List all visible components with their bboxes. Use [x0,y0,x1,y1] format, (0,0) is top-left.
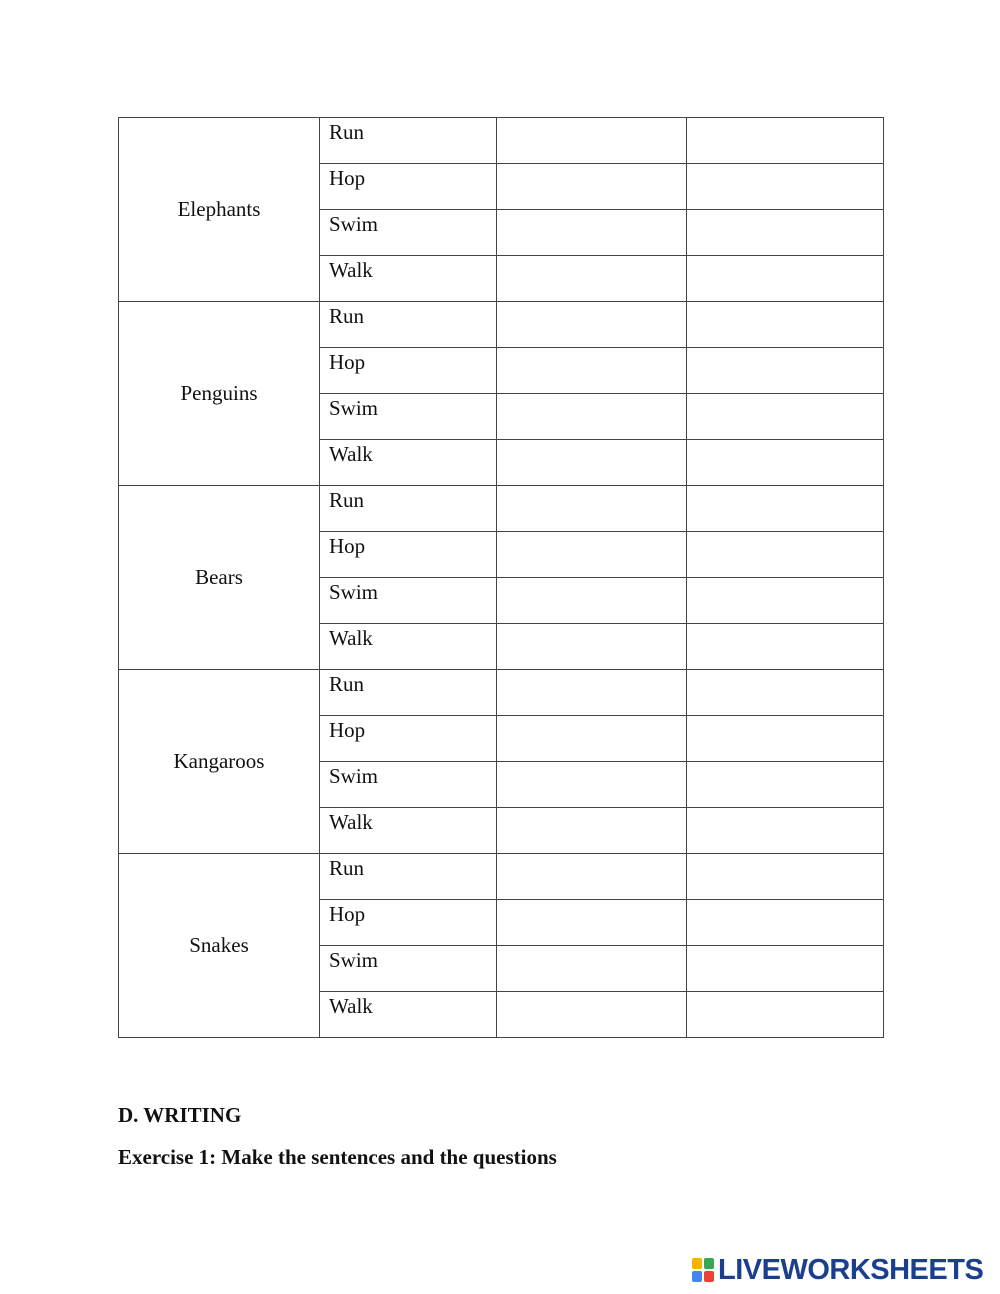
answer-cell[interactable] [497,762,687,808]
table-body [119,118,884,1038]
logo-square-3 [692,1271,702,1282]
action-cell: Run [320,670,497,716]
animal-cell: Snakes [119,854,320,1038]
action-cell: Run [320,118,497,164]
answer-cell[interactable] [497,992,687,1038]
answer-cell[interactable] [497,946,687,992]
answer-cell[interactable] [497,394,687,440]
answer-cell[interactable] [497,624,687,670]
answer-cell[interactable] [497,808,687,854]
action-cell: Walk [320,992,497,1038]
table-row [119,118,884,164]
action-cell: Swim [320,578,497,624]
section-heading: D. WRITING [118,1103,242,1127]
answer-cell[interactable] [687,624,884,670]
action-cell: Hop [320,532,497,578]
animal-cell: Penguins [119,302,320,486]
answer-cell[interactable] [497,900,687,946]
action-cell: Swim [320,946,497,992]
logo-square-1 [692,1258,702,1269]
exercise-heading: Exercise 1: Make the sentences and the questions [118,1145,557,1169]
answer-cell[interactable] [687,716,884,762]
action-cell: Walk [320,256,497,302]
answer-cell[interactable] [497,256,687,302]
answer-cell[interactable] [497,210,687,256]
action-cell: Run [320,302,497,348]
answer-cell[interactable] [497,164,687,210]
action-cell: Hop [320,348,497,394]
action-cell: Walk [320,440,497,486]
answer-cell[interactable] [687,164,884,210]
brand-logo[interactable] [692,1255,983,1285]
action-cell: Hop [320,716,497,762]
answer-cell[interactable] [497,670,687,716]
table-row [119,670,884,716]
animal-actions-table [118,117,884,1038]
answer-cell[interactable] [687,394,884,440]
answer-cell[interactable] [497,302,687,348]
answer-cell[interactable] [687,578,884,624]
action-cell: Run [320,486,497,532]
answer-cell[interactable] [687,486,884,532]
answer-cell[interactable] [687,670,884,716]
brand-name: LIVEWORKSHEETS [718,1254,984,1286]
answer-cell[interactable] [687,900,884,946]
answer-cell[interactable] [687,854,884,900]
action-cell: Run [320,854,497,900]
answer-cell[interactable] [497,854,687,900]
table-row [119,302,884,348]
answer-cell[interactable] [687,210,884,256]
action-cell: Hop [320,164,497,210]
animal-cell: Elephants [119,118,320,302]
answer-cell[interactable] [687,992,884,1038]
answer-cell[interactable] [497,532,687,578]
answer-cell[interactable] [497,486,687,532]
action-cell: Walk [320,808,497,854]
answer-cell[interactable] [687,946,884,992]
table-row [119,854,884,900]
action-cell: Walk [320,624,497,670]
answer-cell[interactable] [687,256,884,302]
logo-square-4 [704,1271,714,1282]
answer-cell[interactable] [687,808,884,854]
answer-cell[interactable] [497,118,687,164]
answer-cell[interactable] [687,440,884,486]
logo-square-2 [704,1258,714,1269]
action-cell: Swim [320,210,497,256]
answer-cell[interactable] [497,440,687,486]
answer-cell[interactable] [687,302,884,348]
answer-cell[interactable] [497,716,687,762]
answer-cell[interactable] [687,762,884,808]
answer-cell[interactable] [687,348,884,394]
action-cell: Swim [320,762,497,808]
answer-cell[interactable] [497,348,687,394]
animal-cell: Kangaroos [119,670,320,854]
liveworksheets-logo-icon [692,1258,714,1282]
answer-cell[interactable] [497,578,687,624]
table-row [119,486,884,532]
answer-cell[interactable] [687,118,884,164]
animal-cell: Bears [119,486,320,670]
answer-cell[interactable] [687,532,884,578]
action-cell: Swim [320,394,497,440]
action-cell: Hop [320,900,497,946]
